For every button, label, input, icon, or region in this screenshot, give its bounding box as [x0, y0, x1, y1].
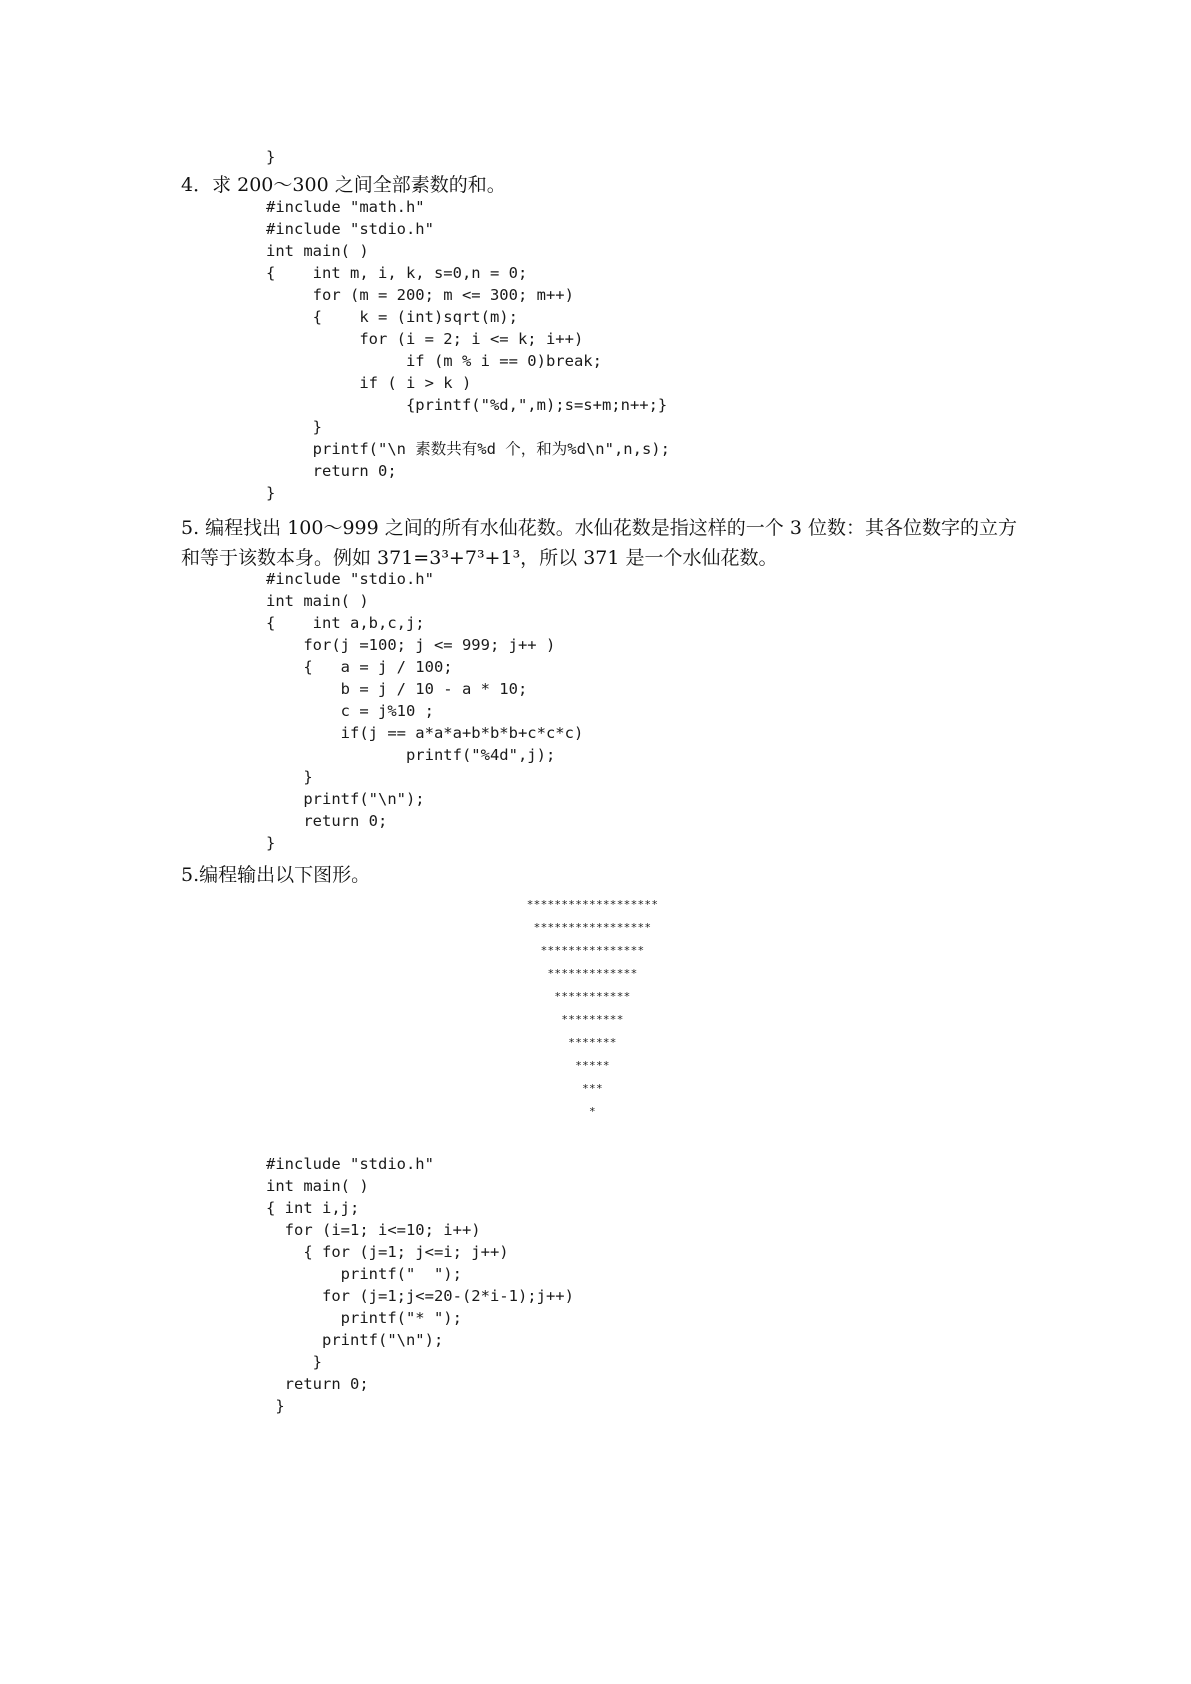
- figure-row: ***: [582, 1082, 603, 1095]
- figure-row: *******: [568, 1036, 617, 1049]
- figure-row: ***********: [554, 990, 631, 1003]
- figure-row: *****************: [533, 921, 652, 934]
- figure-row: *********: [561, 1013, 624, 1026]
- figure-row: *****: [575, 1059, 610, 1072]
- question-5b-code: #include "stdio.h" int main( ) { int i,j; for (i=1; i<=10; i++) { for (j=1; j<=i; j++) printf(" "); for (j=1;j<=20-(2*i-1);j++) printf("* "); printf("\n"); } return 0; }: [266, 1155, 574, 1415]
- figure-row: *: [589, 1105, 596, 1118]
- figure-row: ***************: [540, 944, 645, 957]
- question-5b-title: 5.编程输出以下图形。: [181, 864, 371, 886]
- question-5-title: 5. 编程找出 100～999 之间的所有水仙花数。水仙花数是指这样的一个 3 位数：其各位数字的立方和等于该数本身。例如 371=3³+7³+1³，所以 371 是一个水仙花数。: [181, 517, 1017, 569]
- figure-row: *******************: [526, 898, 659, 911]
- question-4-code: #include "math.h" #include "stdio.h" int main( ) { int m, i, k, s=0,n = 0; for (m = 200; m <= 300; m++) { k = (int)sqrt(m); for (i = 2; i <= k; i++) if (m % i == 0)break; if ( i > k ) {printf("%d,",m);s=s+m;n++;} } printf("\n 素数共有%d 个，和为%d\n",n,s); return 0; }: [266, 198, 670, 502]
- question-4-title: 4．求 200～300 之间全部素数的和。: [181, 174, 506, 196]
- figure-row: *************: [547, 967, 638, 980]
- star-triangle-figure: [520, 893, 665, 1123]
- question-5-code: #include "stdio.h" int main( ) { int a,b,c,j; for(j =100; j <= 999; j++ ) { a = j / 100; b = j / 10 - a * 10; c = j%10 ; if(j == a*a*a+b*b*b+c*c*c) printf("%4d",j); } printf("\n"); return 0; }: [266, 570, 584, 852]
- code-previous-closing-brace: }: [266, 148, 276, 166]
